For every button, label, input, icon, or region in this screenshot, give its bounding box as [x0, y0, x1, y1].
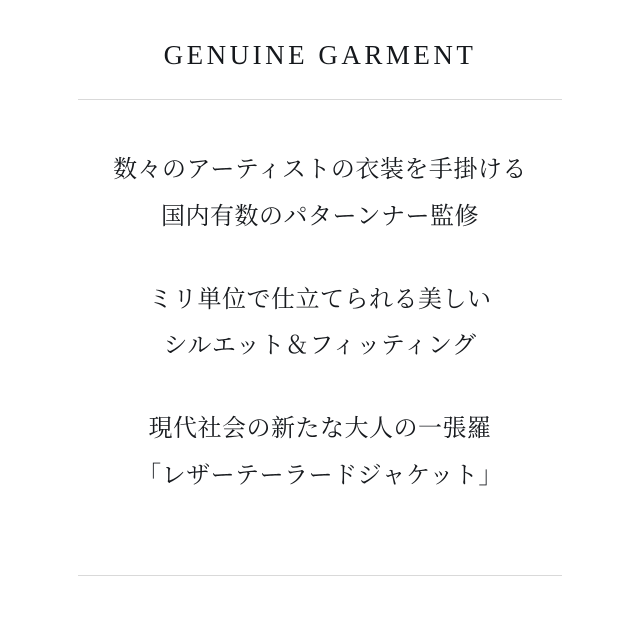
stanza-1-line-2: 国内有数のパターンナー監修	[160, 201, 480, 230]
divider-bottom	[78, 575, 562, 576]
stanza-3	[78, 405, 562, 499]
stanza-1	[78, 146, 562, 240]
stanza-1-line-1: 数々のアーティストの衣装を手掛ける	[113, 155, 527, 183]
body-copy	[78, 146, 562, 499]
stanza-2-line-1: ミリ単位で仕立てられる美しい	[148, 284, 492, 313]
stanza-3-line-2: 「レザーテーラードジャケット」	[137, 460, 503, 489]
divider-top	[78, 99, 562, 100]
stanza-2-line-2: シルエット＆フィッティング	[163, 331, 477, 360]
stanza-3-line-1: 現代社会の新たな大人の一張羅	[148, 414, 492, 443]
page-title: GENUINE GARMENT	[163, 40, 477, 70]
stanza-2	[78, 276, 562, 370]
